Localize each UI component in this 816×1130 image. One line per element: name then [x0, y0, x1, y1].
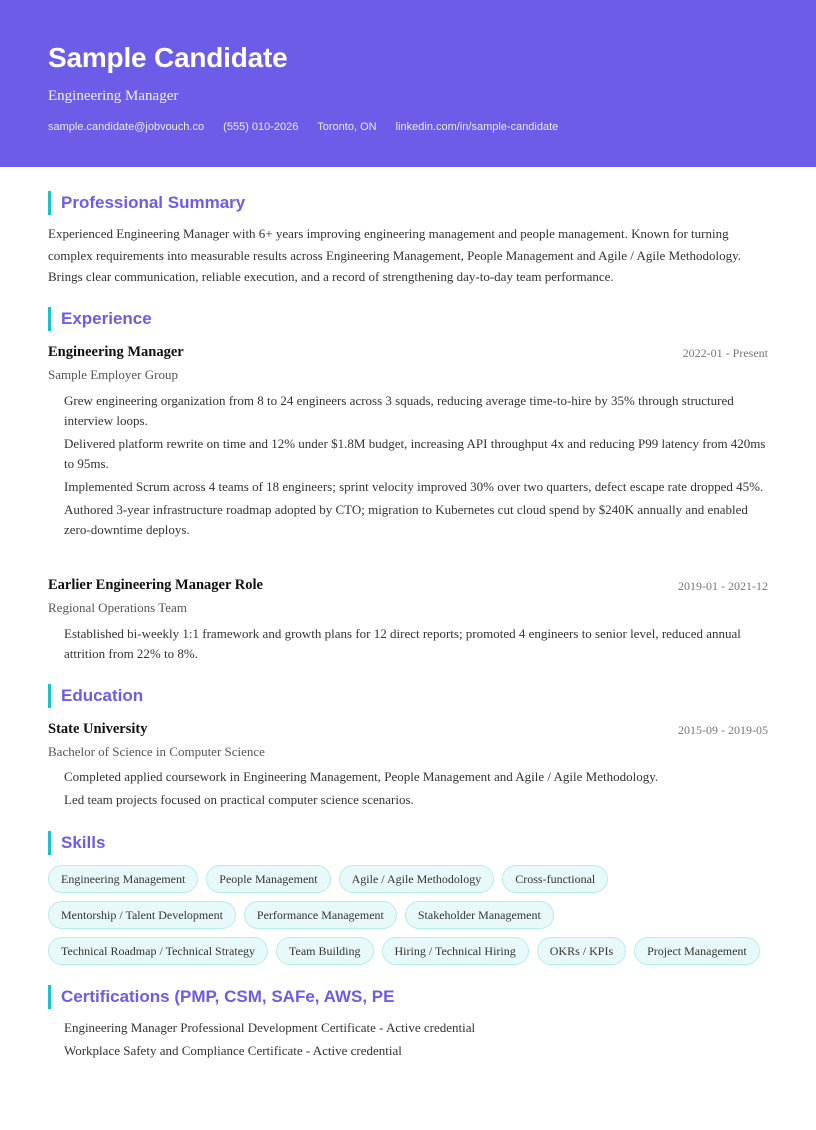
section-title-education: Education	[48, 684, 143, 708]
list-item: Established bi-weekly 1:1 framework and growth plans for 12 direct reports; promoted 4 engineers to senior level, reduced annual attrition from 22% to 8%.	[64, 626, 741, 661]
job-date: 2022-01 - Present	[682, 346, 768, 360]
section-title-experience: Experience	[48, 307, 152, 331]
job-bullets	[64, 391, 768, 543]
skill-row	[48, 901, 768, 929]
contact-line	[48, 121, 574, 133]
skill-chip: Team Building	[276, 937, 373, 965]
summary-line: Experienced Engineering Manager with 6+ years improving engineering management and people management. Known for turning	[48, 226, 729, 241]
section-title-certifications: Certifications (PMP, CSM, SAFe, AWS, PE	[48, 985, 394, 1009]
skill-chip: Technical Roadmap / Technical Strategy	[48, 937, 268, 965]
candidate-name: Sample Candidate	[48, 42, 288, 73]
contact-phone: (555) 010-2026	[223, 121, 299, 133]
list-item: Authored 3-year infrastructure roadmap adopted by CTO; migration to Kubernetes cut cloud spend by $240K annually and enabled zero-downtime deploys.	[64, 502, 748, 537]
summary-line: complex requirements into measurable results across Engineering Management, People Management and Agile / Agile Methodology.	[48, 247, 742, 263]
skill-chip: Project Management	[634, 937, 760, 965]
list-item: Led team projects focused on practical computer science scenarios.	[64, 792, 414, 807]
section-title-summary: Professional Summary	[48, 191, 245, 215]
job-title: Engineering Manager	[48, 344, 184, 360]
list-item: Implemented Scrum across 4 teams of 18 engineers; sprint velocity improved 30% over two quarters, defect escape rate dropped 45%.	[64, 479, 764, 494]
school-name: State University	[48, 721, 148, 737]
skill-chip: Agile / Agile Methodology	[339, 865, 495, 893]
list-item: Grew engineering organization from 8 to 24 engineers across 3 squads, reducing average time-to-hire by 35% through structured interview loops.	[64, 393, 734, 428]
summary-line: Brings clear communication, reliable execution, and a record of strengthening day-to-day team performance.	[48, 269, 614, 284]
list-item: Delivered platform rewrite on time and 12% under $1.8M budget, increasing API throughput 4x and reducing P99 latency from 420ms to 95ms.	[64, 436, 766, 471]
summary-text	[48, 223, 768, 288]
list-item: Engineering Manager Professional Development Certificate - Active credential	[64, 1020, 476, 1035]
education-date: 2015-09 - 2019-05	[678, 723, 768, 737]
skill-chip: People Management	[206, 865, 330, 893]
resume-header	[0, 0, 816, 167]
contact-linkedin[interactable]: linkedin.com/in/sample-candidate	[395, 121, 559, 133]
skill-chip: Stakeholder Management	[405, 901, 554, 929]
degree: Bachelor of Science in Computer Science	[48, 744, 265, 759]
skill-chip: OKRs / KPIs	[537, 937, 626, 965]
section-title-skills: Skills	[48, 831, 105, 855]
skill-row	[48, 865, 768, 893]
candidate-role: Engineering Manager	[48, 88, 179, 104]
certification-list	[64, 1018, 768, 1064]
list-item: Workplace Safety and Compliance Certificate - Active credential	[64, 1043, 402, 1058]
contact-location: Toronto, ON	[317, 121, 377, 133]
skill-row	[48, 937, 768, 965]
skill-chip: Hiring / Technical Hiring	[382, 937, 529, 965]
list-item: Completed applied coursework in Engineering Management, People Management and Agile / Agile Methodology.	[64, 769, 659, 784]
skill-chip: Engineering Management	[48, 865, 198, 893]
job-company: Regional Operations Team	[48, 600, 187, 615]
job-title: Earlier Engineering Manager Role	[48, 577, 263, 593]
job-bullets	[64, 624, 768, 667]
skill-chip: Performance Management	[244, 901, 397, 929]
contact-email[interactable]: sample.candidate@jobvouch.co	[48, 121, 205, 133]
skill-chip: Cross-functional	[502, 865, 608, 893]
skills-list	[48, 865, 768, 973]
education-bullets	[64, 767, 768, 813]
skill-chip: Mentorship / Talent Development	[48, 901, 236, 929]
job-company: Sample Employer Group	[48, 367, 178, 382]
job-date: 2019-01 - 2021-12	[678, 579, 768, 593]
